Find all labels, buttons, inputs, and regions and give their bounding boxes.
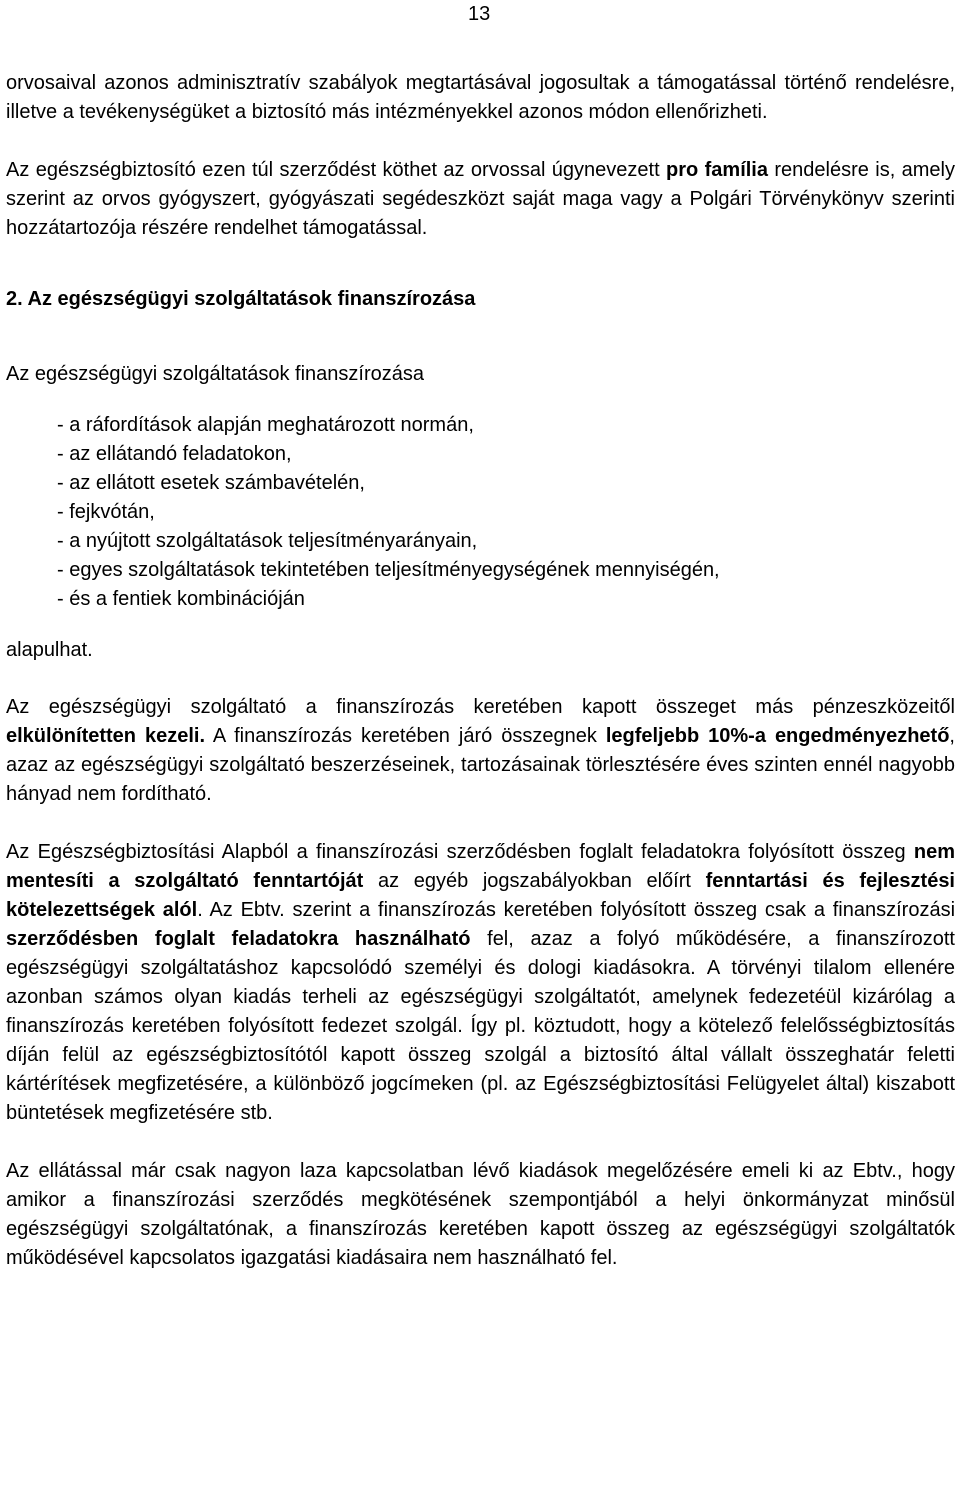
list-closing: alapulhat.: [6, 639, 93, 661]
section-heading: 2. Az egészségügyi szolgáltatások finanszírozása: [6, 288, 476, 310]
financing-basis-list: [6, 411, 955, 614]
text-segment: , azaz az egészségügyi szolgáltató beszerzéseinek, tartozásainak törlesztésére éves szinten ennél nagyobb hányad nem fordítható.: [6, 725, 955, 805]
section-intro: Az egészségügyi szolgáltatások finanszírozása: [6, 363, 425, 385]
text-segment: Az egészségügyi szolgáltató a finanszírozás keretében kapott összeget más pénzeszközeitől: [6, 696, 955, 718]
list-item: - a ráfordítások alapján meghatározott normán,: [57, 414, 474, 436]
paragraph-municipal-costs: Az ellátással már csak nagyon laza kapcsolatban lévő kiadások megelőzésére emeli ki az Ebtv., hogy amikor a finanszírozási szerződés megkötésének szempontjából a helyi önkormányzat minősül egészségügyi szolgáltatónak, a finanszírozás keretében kapott összeg az egészségügyi szolgáltatók működésével kapcsolatos igazgatási kiadásaira nem használható fel.: [6, 1160, 955, 1269]
list-item: - a nyújtott szolgáltatások teljesítményarányain,: [57, 530, 478, 552]
bold-phrase: elkülönítetten kezeli.: [6, 725, 206, 747]
bold-phrase: fenntartási és fejlesztési kötelezettségek alól: [6, 870, 955, 921]
paragraph-pro-familia: [6, 156, 955, 243]
bold-phrase: legfeljebb 10%-a engedményezhető: [605, 725, 950, 747]
page-number: 13: [468, 3, 491, 25]
bold-phrase: szerződésben foglalt feladatokra használható: [6, 928, 471, 950]
text-segment: rendelésre is, amely szerint az orvos gyógyszert, gyógyászati segédeszközt saját maga vagy a Polgári Törvénykönyv szerinti hozzátartozója részére rendelhet támogatással.: [6, 159, 956, 239]
list-item: - az ellátott esetek számbavételén,: [57, 472, 365, 494]
paragraph-separate-handling: [6, 693, 955, 809]
text-segment: fel, azaz a folyó működésére, a finanszírozott egészségügyi szolgáltatáshoz kapcsolódó személyi és dologi kiadásokra. A törvényi tilalom ellenére azonban számos olyan kiadás terheli az egészségügyi szolgáltatót, amelynek fedezetéül kizárólag a finanszírozás keretében folyósított fedezet szolgál. Így pl. köztudott, hogy a kötelező felelősségbiztosítás díján felül az egészségbiztosítótól kapott összeg szolgál a biztosító által vállalt összeghatár feletti kártérítések megfizetésére, a különböző jogcímeken (pl. az Egészségbiztosítási Felügyelet által) kiszabott büntetések megfizetésére stb.: [6, 928, 955, 1124]
list-item: - fejkvótán,: [57, 501, 155, 523]
paragraph-fund-usage: [6, 838, 955, 1128]
text-segment: az egyéb jogszabályokban előírt: [363, 870, 706, 892]
bold-phrase: nem mentesíti a szolgáltató fenntartóját: [6, 841, 955, 892]
bold-term-pro-familia: pro família: [666, 159, 768, 181]
list-item: - egyes szolgáltatások tekintetében teljesítményegységének mennyiségén,: [57, 559, 720, 581]
paragraph-pro-familia-context: orvosaival azonos adminisztratív szabályok megtartásával jogosultak a támogatással történő rendelésre, illetve a tevékenységüket a biztosító más intézményekkel azonos módon ellenőrizheti.: [6, 72, 955, 123]
text-segment: A finanszírozás keretében járó összegnek: [205, 725, 606, 747]
text-segment: Az egészségbiztosító ezen túl szerződést köthet az orvossal úgynevezett: [6, 159, 667, 181]
list-item: - és a fentiek kombinációján: [57, 588, 305, 610]
list-item: - az ellátandó feladatokon,: [57, 443, 292, 465]
text-segment: Az Egészségbiztosítási Alapból a finanszírozási szerződésben foglalt feladatokra folyósított összeg: [6, 841, 914, 863]
document-body: [6, 69, 955, 1273]
text-segment: . Az Ebtv. szerint a finanszírozás keretében folyósított összeg csak a finanszírozási: [197, 899, 956, 921]
